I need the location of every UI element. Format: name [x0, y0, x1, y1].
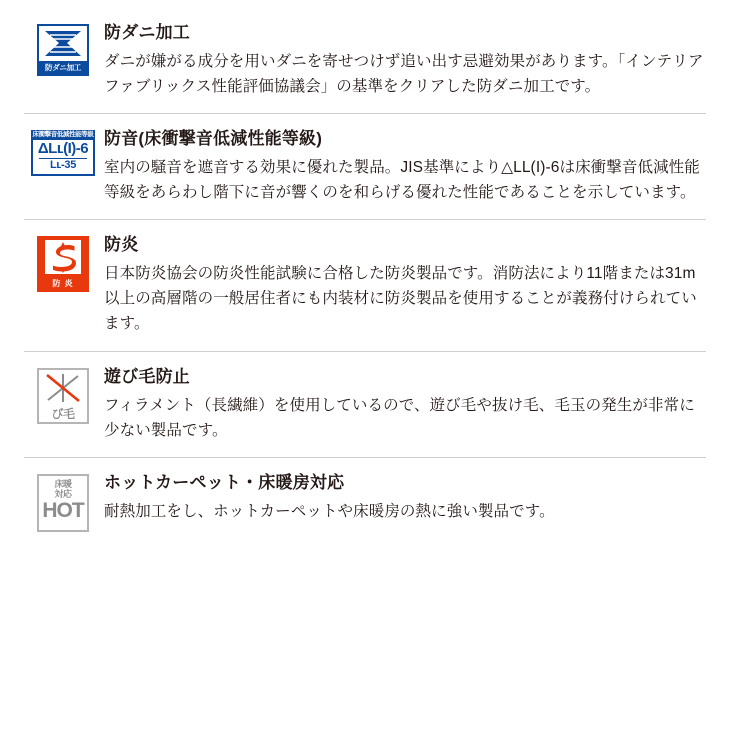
- icon-column: [24, 234, 102, 292]
- soundproof-icon-box: [31, 140, 95, 175]
- feature-body: 耐熱加工をし、ホットカーペットや床暖房の熱に強い製品です。: [104, 502, 555, 520]
- anti-mite-icon: [37, 24, 89, 76]
- anti-mite-icon-shape: [41, 27, 85, 60]
- feature-row-soundproof: [24, 114, 706, 220]
- feature-title: 防ダニ加工: [104, 23, 190, 42]
- floor-heating-icon: [37, 474, 89, 532]
- soundproof-icon-sub-grade: Lʟ-35: [39, 158, 87, 172]
- icon-column: [24, 128, 102, 175]
- feature-title: ホットカーペット・床暖房対応: [104, 472, 345, 492]
- icon-column: [24, 472, 102, 532]
- feature-row-flame-retardant: [24, 220, 706, 351]
- icon-column: [24, 22, 102, 76]
- feature-body: フィラメント（長繊維）を使用しているので、遊び毛や抜け毛、毛玉の発生が非常に少ない製品です。: [104, 396, 695, 439]
- text-column: [102, 22, 706, 99]
- floor-heating-icon-line1: 床暖: [54, 478, 72, 489]
- soundproof-icon: [31, 130, 95, 175]
- soundproof-icon-top-label: 床衝撃音低減性能等級: [32, 131, 94, 139]
- feature-body: 日本防炎協会の防炎性能試験に合格した防炎製品です。消防法により11階または31m以上の高層階の一般居住者にも内装材に防炎製品を使用することが義務付けられています。: [104, 265, 697, 333]
- anti-shedding-icon-caption: び毛: [51, 406, 75, 421]
- anti-mite-icon-caption: 防ダニ加工: [39, 61, 87, 74]
- feature-body: 室内の騒音を遮音する効果に優れた製品。JIS基準により△LL(I)-6は床衝撃音低減性能等級をあらわし階下に音が響くのを和らげる優れた性能であることを示しています。: [104, 159, 700, 202]
- floor-heating-icon-word: HOT: [42, 498, 84, 522]
- feature-row-anti-shedding: [24, 352, 706, 458]
- feature-row-anti-mite: [24, 8, 706, 114]
- flame-retardant-icon-mark: [37, 236, 89, 278]
- anti-shedding-icon: [37, 368, 89, 424]
- feature-row-floor-heating: [24, 458, 706, 546]
- soundproof-icon-grade: ΔLʟ(I)-6: [37, 140, 89, 158]
- icon-column: [24, 366, 102, 424]
- anti-shedding-icon-mark: [39, 371, 87, 405]
- text-column: [102, 234, 706, 336]
- flame-retardant-icon-caption: 防 炎: [52, 279, 74, 289]
- text-column: [102, 128, 706, 205]
- feature-title: 防音(床衝撃音低減性能等級): [104, 129, 323, 149]
- feature-title: 防炎: [104, 235, 139, 255]
- feature-title: 遊び毛防止: [104, 366, 190, 386]
- text-column: [102, 472, 706, 524]
- flame-retardant-icon: [37, 236, 89, 292]
- floor-heating-icon-line2: 対応: [54, 488, 72, 499]
- feature-body: ダニが嫌がる成分を用いダニを寄せつけず追い出す忌避効果があります。「インテリアファブリックス性能評価協議会」の基準をクリアした防ダニ加工です。: [104, 52, 704, 96]
- text-column: [102, 366, 706, 443]
